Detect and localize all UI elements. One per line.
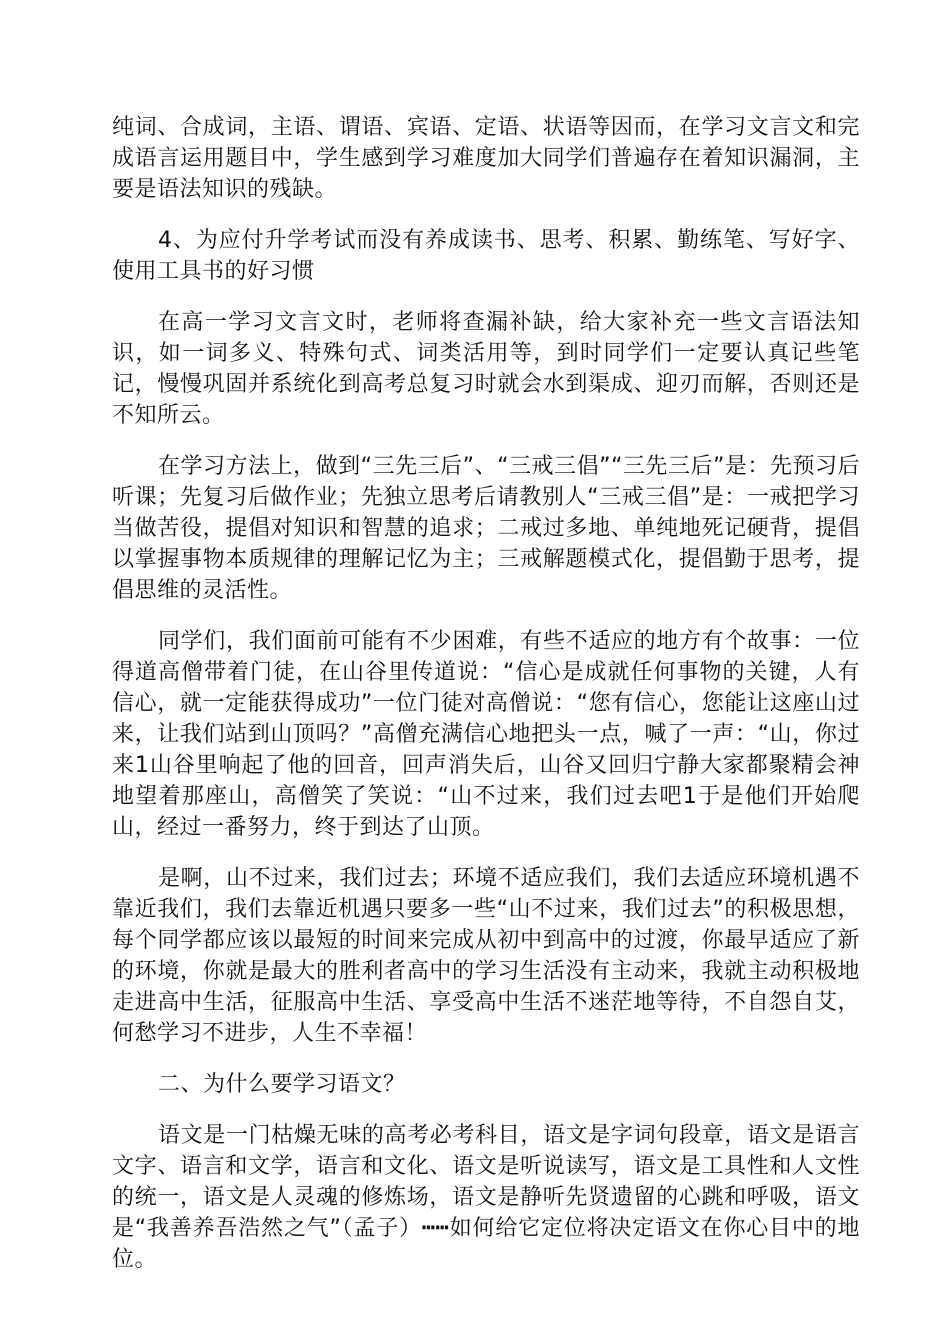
paragraph-5: 同学们，我们面前可能有不少困难，有些不适应的地方有个故事：一位得道高僧带着门徒，在山谷里传道说：“信心是成就任何事物的关键，人有信心，就一定能获得成功”一位门徒对高僧说：“您有信心，您能让这座山过来，让我们站到山顶吗？”高僧充满信心地把头一点，喊了一声：“山，你过来1山谷里响起了他的回音，回声消失后，山谷又回归宁静大家都聚精会神地望着那座山，高僧笑了笑说：“山不过来，我们过去吧1于是他们开始爬山，经过一番努力，终于到达了山顶。 xyxy=(112,629,860,840)
paragraph-6: 是啊，山不过来，我们过去；环境不适应我们，我们去适应环境机遇不靠近我们，我们去靠近机遇只要多一些“山不过来，我们过去”的积极思想，每个同学都应该以最短的时间来完成从初中到高中的过渡，你最早适应了新的环境，你就是最大的胜利者高中的学习生活没有主动来，我就主动积极地走进高中生活，征服高中生活、享受高中生活不迷茫地等待，不自怨自艾，何愁学习不进步，人生不幸福！ xyxy=(112,866,860,1046)
paragraph-2: 4、为应付升学考试而没有养成读书、思考、积累、勤练笔、写好字、使用工具书的好习惯 xyxy=(112,228,860,284)
section-heading: 二、为什么要学习语文？ xyxy=(158,1072,406,1097)
paragraph-4: 在学习方法上，做到“三先三后”、“三戒三倡”“三先三后”是：先预习后听课；先复习后做作业；先独立思考后请教别人“三戒三倡”是：一戒把学习当做苦役，提倡对知识和智慧的追求；二戒过多地、单纯地死记硬背，提倡以掌握事物本质规律的理解记忆为主；三戒解题模式化，提倡勤于思考，提倡思维的灵活性。 xyxy=(112,454,860,603)
document-page xyxy=(112,112,860,1295)
paragraph-3: 在高一学习文言文时，老师将查漏补缺，给大家补充一些文言语法知识，如一词多义、特殊句式、词类活用等，到时同学们一定要认真记些笔记，慢慢巩固并系统化到高考总复习时就会水到渠成、迎刃而解，否则还是不知所云。 xyxy=(112,310,860,428)
paragraph-1: 纯词、合成词，主语、谓语、宾语、定语、状语等因而，在学习文言文和完成语言运用题目中，学生感到学习难度加大同学们普遍存在着知识漏洞，主要是语法知识的残缺。 xyxy=(112,115,860,202)
paragraph-8: 语文是一门枯燥无味的高考必考科目，语文是字词句段章，语文是语言文字、语言和文学，语言和文化、语文是听说读写，语文是工具性和人文性的统一，语文是人灵魂的修炼场，语文是静听先贤遗留的心跳和呼吸，语文是“我善养吾浩然之气”（孟子）┅┅如何给它定位将决定语文在你心目中的地位。 xyxy=(112,1123,860,1272)
